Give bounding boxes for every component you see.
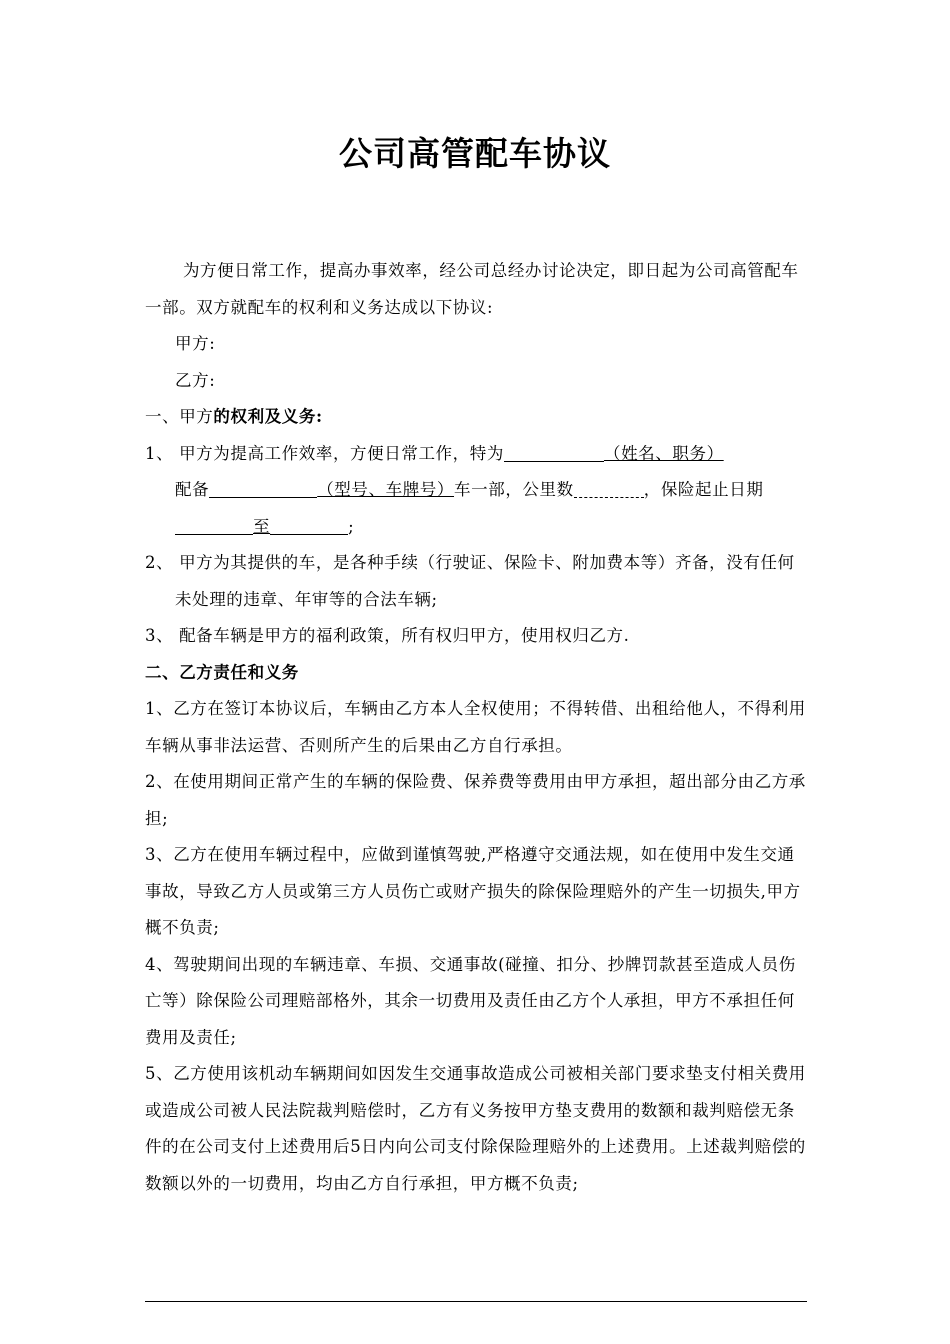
section-1-item-2: 2、 甲方为其提供的车，是各种手续（行驶证、保险卡、附加费本等）齐备，没有任何未处理的违章、年审等的合法车辆; xyxy=(145,553,795,609)
insurance-start-blank xyxy=(175,516,253,535)
section-2-heading: 二、乙方责任和义务 xyxy=(145,662,299,682)
section-2-item-3: 3、乙方在使用车辆过程中，应做到谨慎驾驶,严格遵守交通法规，如在使用中发生交通事故，导致乙方人员或第三方人员伤亡或财产损失的除保险理赔外的产生一切损失,甲方概不负责; xyxy=(145,845,801,937)
document-body xyxy=(145,253,807,1202)
party-b-line: 乙方: xyxy=(175,370,216,390)
section-2-item-1: 1、乙方在签订本协议后，车辆由乙方本人全权使用；不得转借、出租给他人，不得利用车辆从事非法运营、否则所产生的后果由乙方自行承担。 xyxy=(145,699,806,755)
section-1-heading: 一、甲方的权利及义务: xyxy=(145,407,323,426)
name-blank xyxy=(504,443,604,462)
party-a-line: 甲方: xyxy=(175,334,216,353)
insurance-end-blank xyxy=(270,516,348,535)
section-2-item-5: 5、乙方使用该机动车辆期间如因发生交通事故造成公司被相关部门要求垫支付相关费用或造成公司被人民法院裁判赔偿时，乙方有义务按甲方垫支费用的数额和裁判赔偿无条件的在公司支付上述费用后5日内向公司支付除保险理赔外的上述费用。上述裁判赔偿的数额以外的一切费用，均由乙方自行承担，甲方概不负责; xyxy=(145,1064,806,1193)
mileage-blank xyxy=(574,479,644,498)
document-title: 公司高管配车协议 xyxy=(339,134,611,173)
intro-paragraph: 为方便日常工作，提高办事效率，经公司总经办讨论决定，即日起为公司高管配车一部。双方就配车的权利和义务达成以下协议: xyxy=(145,261,799,317)
section-2-item-4: 4、驾驶期间出现的车辆违章、车损、交通事故(碰撞、扣分、抄牌罚款甚至造成人员伤亡等）除保险公司理赔部格外，其余一切费用及责任由乙方个人承担，甲方不承担任何费用及责任; xyxy=(145,954,796,1047)
section-1-item-1: 1、 甲方为提高工作效率，方便日常工作，特为 （姓名、职务） 配备 （型号、车牌号）车一部，公里数 ，保险起止日期 至 ; xyxy=(145,443,764,536)
section-1-item-3: 3、 配备车辆是甲方的福利政策，所有权归甲方，使用权归乙方. xyxy=(145,626,630,645)
section-2-item-2: 2、在使用期间正常产生的车辆的保险费、保养费等费用由甲方承担，超出部分由乙方承担; xyxy=(145,772,806,828)
footer-divider xyxy=(145,1301,807,1302)
car-blank xyxy=(209,479,317,498)
